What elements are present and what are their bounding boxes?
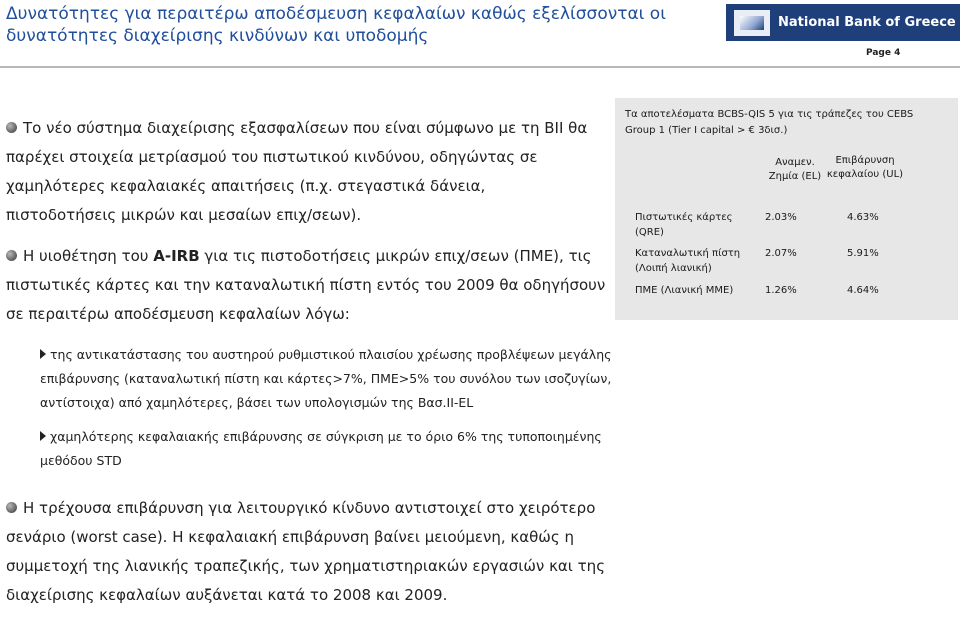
bullet-airb-adoption	[6, 242, 606, 329]
row-label-sme: ΠΜΕ (Λιανική ΜΜΕ)	[635, 285, 734, 296]
subbullet-text: της αντικατάστασης του αυστηρού ρυθμιστικού πλαισίου χρέωσης προβλέψεων μεγάλης επιβάρυνσης (καταναλωτική πίστη και κάρτες>7%, ΠΜΕ>5% του συνόλου των ισοζυγίων, αντίστοιχα) από χαμηλότερες, βάσει των υπολογισμών της Βασ.II-EL	[40, 347, 612, 410]
subbullet-text: χαμηλότερης κεφαλαιακής επιβάρυνσης σε σύγκριση με το όριο 6% της τυποποιημένης μεθόδου STD	[40, 429, 602, 468]
cell-ul-consumer: 5.91%	[847, 248, 879, 259]
row-label-qre: Πιστωτικές κάρτες (QRE)	[635, 212, 733, 238]
page-title: Δυνατότητες για περαιτέρω αποδέσμευση κεφαλαίων καθώς εξελίσσονται οι δυνατότητες διαχείρισης κινδύνων και υποδομής	[6, 4, 666, 46]
column-header-ul: Επιβάρυνση κεφαλαίου (UL)	[826, 155, 904, 180]
cell-ul-qre: 4.63%	[847, 212, 879, 223]
qis-results-box	[615, 98, 958, 320]
cell-ul-sme: 4.64%	[847, 285, 879, 296]
row-label-consumer: Καταναλωτική πίστη (Λοιπή λιανική)	[635, 248, 741, 274]
bullet-text-bold: A-IRB	[153, 247, 200, 265]
subbullet-capital-charge	[40, 425, 640, 473]
bullet-collateral-system	[6, 114, 596, 230]
bullet-text-post: για τις πιστοδοτήσεις μικρών επιχ/σεων (ΠΜΕ), τις πιστωτικές κάρτες και την καταναλωτική πίστη εντός του 2009 θα οδηγήσουν σε περαιτέρω αποδέσμευση κεφαλαίων λόγω:	[6, 247, 606, 323]
bank-emblem-icon	[734, 10, 770, 36]
arrow-right-icon	[40, 349, 46, 359]
cell-el-consumer: 2.07%	[765, 248, 797, 259]
page-number: Page 4	[866, 48, 901, 58]
cell-el-qre: 2.03%	[765, 212, 797, 223]
qis-heading: Τα αποτελέσματα BCBS-QIS 5 για τις τράπεζες του CEBS Group 1 (Tier I capital > € 3δισ.)	[625, 109, 914, 136]
bullet-dot-icon	[6, 122, 17, 133]
bank-logo	[726, 4, 960, 41]
subbullet-provisioning	[40, 343, 640, 415]
bullet-text: Η τρέχουσα επιβάρυνση για λειτουργικό κίνδυνο αντιστοιχεί στο χειρότερο σενάριο (worst case). Η κεφαλαιακή επιβάρυνση βαίνει μειούμενη, καθώς η συμμετοχή της λιανικής τραπεζικής, των χρηματιστηριακών εργασιών και της διαχείρισης κεφαλαίων αυξάνεται κατά το 2008 και 2009.	[6, 499, 605, 604]
bullet-text-pre: Η υιοθέτηση του	[23, 247, 154, 265]
bullet-dot-icon	[6, 250, 17, 261]
title-divider	[0, 66, 960, 68]
cell-el-sme: 1.26%	[765, 285, 797, 296]
logo-text: National Bank of Greece	[778, 15, 956, 30]
bullet-text: Το νέο σύστημα διαχείρισης εξασφαλίσεων που είναι σύμφωνο με τη BII θα παρέχει στοιχεία μετρίασμού του πιστωτικού κινδύνου, οδηγώντας σε χαμηλότερες κεφαλαιακές απαιτήσεις (π.χ. στεγαστικά δάνεια, πιστοδοτήσεις μικρών και μεσαίων επιχ/σεων).	[6, 119, 588, 224]
bullet-operational-risk	[6, 494, 606, 610]
arrow-right-icon	[40, 431, 46, 441]
bullet-dot-icon	[6, 502, 17, 513]
column-header-el: Αναμεν. Ζημία (EL)	[768, 157, 822, 182]
